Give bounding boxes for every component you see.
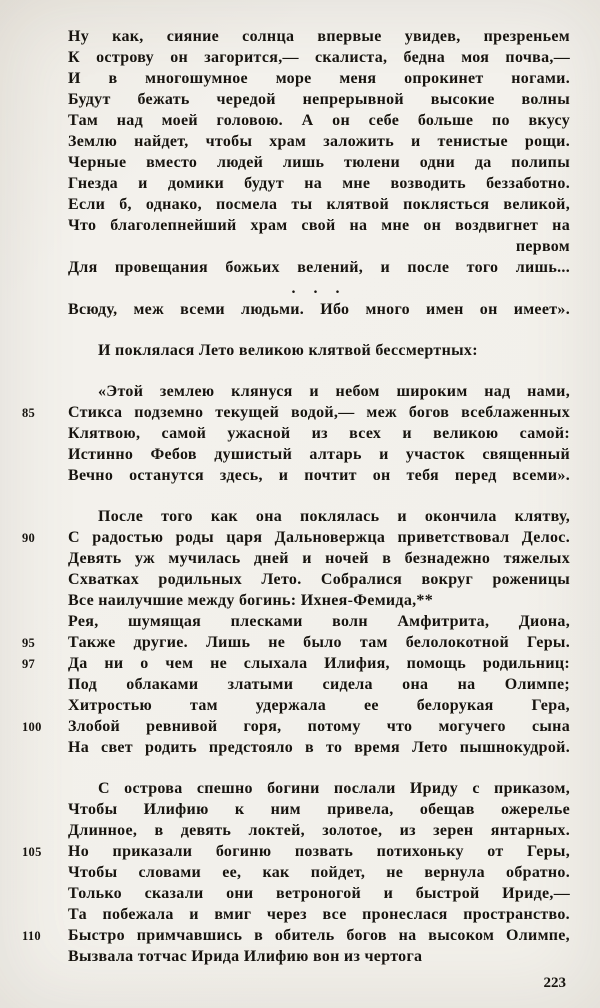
verse-text: Гнезда и домики будут на мне возводить беззаботно. xyxy=(68,175,570,192)
stanza xyxy=(22,26,570,320)
stanza xyxy=(22,778,570,967)
line-number: 97 xyxy=(22,657,36,671)
verse-text: Черные вместо людей лишь тюлени одни да полипы xyxy=(68,154,570,171)
verse-line xyxy=(22,841,570,862)
verse-text: Только сказали они ветроногой и быстрой Ириде,— xyxy=(68,885,570,902)
verse-text: С острова спешно богини послали Ириду с приказом, xyxy=(98,780,570,797)
verse-text: Вечно останутся здесь, и почтит он тебя перед всеми». xyxy=(68,467,570,484)
verse-line xyxy=(22,236,570,257)
verse-line xyxy=(22,465,570,486)
verse-text: Там над моей головою. А он себе больше по вкусу xyxy=(68,112,570,129)
verse-text: Также другие. Лишь не было там белолокотной Геры. xyxy=(68,634,570,651)
verse-text: Что благолепнейший храм свой на мне он воздвигнет на xyxy=(68,217,570,234)
verse-text: «Этой землею клянуся и небом широким над нами, xyxy=(98,383,570,400)
verse-text: Вызвала тотчас Ирида Илифию вон из чертога xyxy=(68,948,423,965)
verse-text: После того как она поклялась и окончила клятву, xyxy=(98,508,570,525)
verse-text: Да ни о чем не слыхала Илифия, помощь родильниц: xyxy=(68,655,570,672)
verse-line xyxy=(22,632,570,653)
verse-line xyxy=(22,527,570,548)
verse-text: Быстро примчавшись в обитель богов на высоком Олимпе, xyxy=(68,927,570,944)
verse-line xyxy=(22,820,570,841)
line-number: 85 xyxy=(22,406,36,420)
verse-line xyxy=(22,799,570,820)
verse-text: Ну как, сияние солнца впервые увидев, презреньем xyxy=(68,28,570,45)
verse-line xyxy=(22,131,570,152)
verse-line xyxy=(22,47,570,68)
verse-text: И поклялася Лето великою клятвой бессмертных: xyxy=(98,342,478,359)
verse-text: Землю найдет, чтобы храм заложить и тенистые рощи. xyxy=(68,133,570,150)
stanza xyxy=(22,506,570,758)
verse-text: С радостью роды царя Дальновержца приветствовал Делос. xyxy=(68,529,570,546)
stanza xyxy=(22,381,570,486)
line-number: 105 xyxy=(22,845,42,859)
page-number: 223 xyxy=(543,975,566,991)
verse-line xyxy=(22,946,570,967)
verse-text: Клятвою, самой ужасной из всех и великою самой: xyxy=(68,425,570,442)
verse-text: Рея, шумящая плесками волн Амфитрита, Диона, xyxy=(68,613,570,630)
verse-line xyxy=(22,674,570,695)
verse-line xyxy=(22,257,570,278)
verse-line xyxy=(22,194,570,215)
verse-line xyxy=(22,215,570,236)
verse-line xyxy=(22,402,570,423)
verse-line xyxy=(22,569,570,590)
verse-text: К острову он загорится,— скалиста, бедна моя почва,— xyxy=(68,49,570,66)
verse-text: Под облаками златыми сидела она на Олимпе; xyxy=(68,676,570,693)
verse-text: Длинное, в девять локтей, золотое, из зерен янтарных. xyxy=(68,822,570,839)
verse-line xyxy=(22,925,570,946)
verse-text: Та побежала и вмиг через все пронеслася пространство. xyxy=(68,906,570,923)
verse-line xyxy=(22,110,570,131)
stanza xyxy=(22,340,570,361)
verse-text: Чтобы словами ее, как пойдет, не вернула обратно. xyxy=(68,864,570,881)
verse-line xyxy=(22,506,570,527)
verse-line xyxy=(22,423,570,444)
verse-line xyxy=(22,695,570,716)
verse-text: На свет родить предстояло в то время Лето пышнокудрой. xyxy=(68,739,570,756)
verse-text: Будут бежать чередой непрерывной высокие волны xyxy=(68,91,570,108)
line-number: 90 xyxy=(22,531,36,545)
verse-text: Но приказали богиню позвать потихоньку от Геры, xyxy=(68,843,570,860)
verse-line xyxy=(22,68,570,89)
line-number: 110 xyxy=(22,929,41,943)
verse-line xyxy=(22,444,570,465)
verse-line xyxy=(22,278,570,299)
verse-line xyxy=(22,862,570,883)
verse-text: Все наилучшие между богинь: Ихнея-Фемида,** xyxy=(68,592,434,609)
verse-text: Схватках родильных Лето. Собралися вокруг роженицы xyxy=(68,571,570,588)
verse-line xyxy=(22,89,570,110)
verse-text: Если б, однако, посмела ты клятвой поклясться великой, xyxy=(68,196,570,213)
verse-line xyxy=(22,737,570,758)
line-number: 100 xyxy=(22,720,42,734)
verse-text: Всюду, меж всеми людьми. Ибо много имен он имеет». xyxy=(68,301,570,318)
verse-line xyxy=(22,778,570,799)
verse-line xyxy=(22,716,570,737)
verse-line xyxy=(22,152,570,173)
verse-line xyxy=(22,653,570,674)
verse-text: первом xyxy=(515,238,570,255)
verse-line xyxy=(22,904,570,925)
verse-line xyxy=(22,883,570,904)
verse-line xyxy=(22,173,570,194)
verse-text: . . . xyxy=(291,280,347,297)
verse-text: Истинно Фебов душистый алтарь и участок священный xyxy=(68,446,570,463)
verse-text: Злобой ревнивой горя, потому что могучего сына xyxy=(68,718,570,735)
verse-text: И в многошумное море меня опрокинет ногами. xyxy=(68,70,570,87)
verse-line xyxy=(22,548,570,569)
verse-line xyxy=(22,381,570,402)
verse-text: Чтобы Илифию к ним привела, обещав ожерелье xyxy=(68,801,570,818)
verse-line xyxy=(22,590,570,611)
verse-text: Девять уж мучилась дней и ночей в безнадежно тяжелых xyxy=(68,550,570,567)
verse-line xyxy=(22,340,570,361)
verse-text: Хитростью там удержала ее белорукая Гера, xyxy=(68,697,570,714)
line-number: 95 xyxy=(22,636,36,650)
verse-line xyxy=(22,611,570,632)
poem-text-block xyxy=(22,26,570,967)
verse-line xyxy=(22,26,570,47)
verse-text: Для провещания божьих велений, и после того лишь... xyxy=(68,259,570,276)
verse-text: Стикса подземно текущей водой,— меж богов всеблаженных xyxy=(68,404,570,421)
verse-line xyxy=(22,299,570,320)
